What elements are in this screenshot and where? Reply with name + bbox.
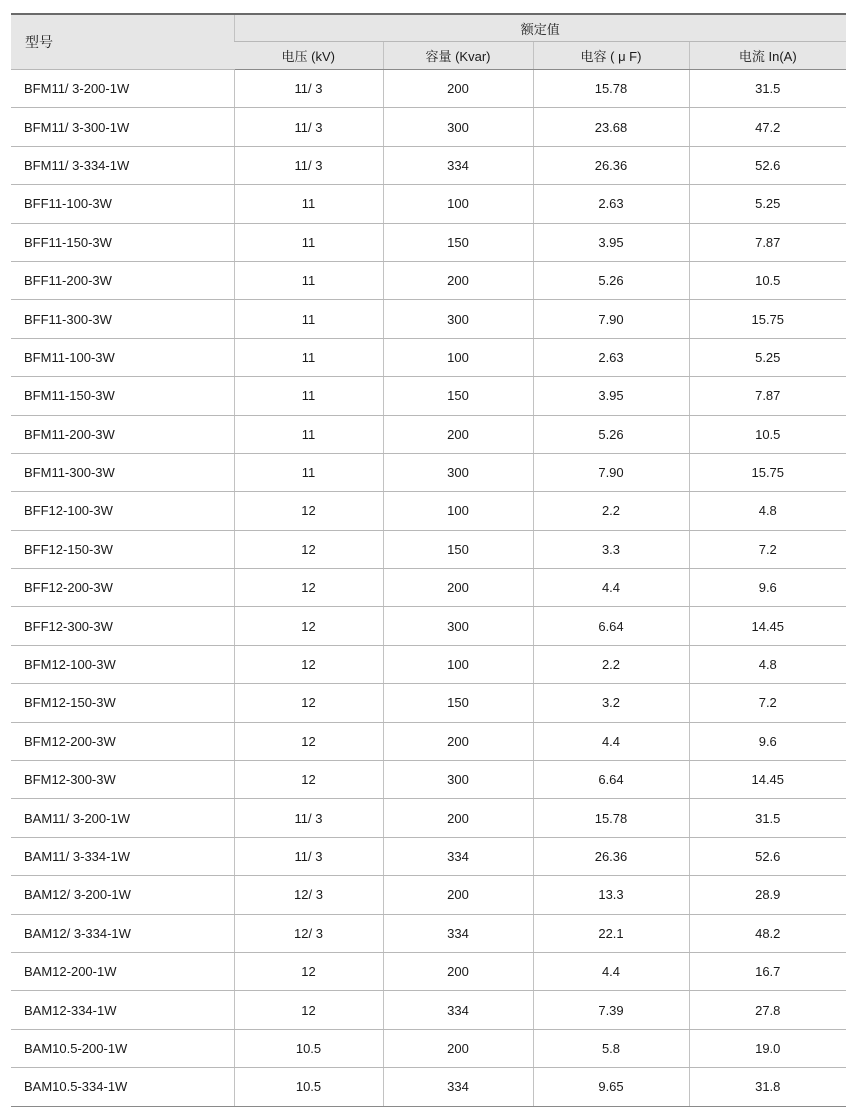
cell-capacitance: 6.64 bbox=[533, 607, 689, 645]
cell-current: 4.8 bbox=[689, 645, 846, 683]
cell-model: BFM12-100-3W bbox=[11, 645, 234, 683]
cell-voltage: 12 bbox=[234, 607, 383, 645]
cell-capacitance: 2.63 bbox=[533, 185, 689, 223]
cell-model: BFF11-300-3W bbox=[11, 300, 234, 338]
cell-capacitance: 4.4 bbox=[533, 952, 689, 990]
cell-capacity: 200 bbox=[383, 261, 533, 299]
cell-capacity: 334 bbox=[383, 914, 533, 952]
cell-capacity: 200 bbox=[383, 952, 533, 990]
cell-current: 7.87 bbox=[689, 223, 846, 261]
cell-model: BFF12-150-3W bbox=[11, 530, 234, 568]
cell-voltage: 11/ 3 bbox=[234, 108, 383, 146]
cell-capacitance: 26.36 bbox=[533, 837, 689, 875]
cell-voltage: 12/ 3 bbox=[234, 876, 383, 914]
cell-model: BAM11/ 3-200-1W bbox=[11, 799, 234, 837]
cell-model: BFM11/ 3-300-1W bbox=[11, 108, 234, 146]
cell-model: BFM11-200-3W bbox=[11, 415, 234, 453]
cell-capacity: 100 bbox=[383, 338, 533, 376]
cell-capacity: 334 bbox=[383, 146, 533, 184]
cell-current: 27.8 bbox=[689, 991, 846, 1029]
table-row bbox=[11, 261, 846, 299]
cell-model: BFF12-300-3W bbox=[11, 607, 234, 645]
cell-current: 7.87 bbox=[689, 377, 846, 415]
cell-voltage: 12/ 3 bbox=[234, 914, 383, 952]
table-row bbox=[11, 1068, 846, 1106]
cell-current: 7.2 bbox=[689, 530, 846, 568]
table-row bbox=[11, 70, 846, 108]
header-current: 电流 In(A) bbox=[689, 42, 846, 70]
header-voltage: 电压 (kV) bbox=[234, 42, 383, 70]
cell-model: BFF11-200-3W bbox=[11, 261, 234, 299]
table-row bbox=[11, 837, 846, 875]
cell-capacitance: 4.4 bbox=[533, 722, 689, 760]
cell-current: 48.2 bbox=[689, 914, 846, 952]
cell-current: 14.45 bbox=[689, 607, 846, 645]
cell-capacity: 150 bbox=[383, 684, 533, 722]
cell-model: BFM11-100-3W bbox=[11, 338, 234, 376]
cell-capacitance: 26.36 bbox=[533, 146, 689, 184]
cell-voltage: 11 bbox=[234, 338, 383, 376]
cell-model: BAM12/ 3-200-1W bbox=[11, 876, 234, 914]
cell-capacity: 300 bbox=[383, 761, 533, 799]
table-row bbox=[11, 530, 846, 568]
cell-current: 9.6 bbox=[689, 722, 846, 760]
cell-model: BAM12-200-1W bbox=[11, 952, 234, 990]
cell-current: 5.25 bbox=[689, 185, 846, 223]
cell-model: BFM11-150-3W bbox=[11, 377, 234, 415]
cell-capacity: 300 bbox=[383, 453, 533, 491]
table-row bbox=[11, 1029, 846, 1067]
table-row bbox=[11, 223, 846, 261]
cell-capacity: 300 bbox=[383, 300, 533, 338]
cell-capacity: 200 bbox=[383, 799, 533, 837]
cell-voltage: 10.5 bbox=[234, 1068, 383, 1106]
cell-voltage: 12 bbox=[234, 645, 383, 683]
cell-capacitance: 15.78 bbox=[533, 799, 689, 837]
cell-current: 15.75 bbox=[689, 453, 846, 491]
cell-voltage: 11 bbox=[234, 300, 383, 338]
cell-capacitance: 3.3 bbox=[533, 530, 689, 568]
cell-capacitance: 23.68 bbox=[533, 108, 689, 146]
table-row bbox=[11, 146, 846, 184]
cell-model: BFF11-100-3W bbox=[11, 185, 234, 223]
cell-current: 4.8 bbox=[689, 492, 846, 530]
cell-capacitance: 5.26 bbox=[533, 415, 689, 453]
cell-voltage: 12 bbox=[234, 530, 383, 568]
cell-voltage: 11 bbox=[234, 261, 383, 299]
table-row bbox=[11, 722, 846, 760]
cell-voltage: 11/ 3 bbox=[234, 146, 383, 184]
table-row bbox=[11, 914, 846, 952]
table-row bbox=[11, 453, 846, 491]
cell-current: 15.75 bbox=[689, 300, 846, 338]
cell-capacitance: 3.95 bbox=[533, 223, 689, 261]
cell-capacity: 200 bbox=[383, 1029, 533, 1067]
capacitor-spec-table bbox=[11, 13, 846, 1107]
cell-voltage: 12 bbox=[234, 761, 383, 799]
cell-voltage: 12 bbox=[234, 569, 383, 607]
table-row bbox=[11, 607, 846, 645]
cell-current: 9.6 bbox=[689, 569, 846, 607]
cell-current: 14.45 bbox=[689, 761, 846, 799]
header-model: 型号 bbox=[11, 14, 234, 70]
cell-voltage: 12 bbox=[234, 722, 383, 760]
cell-capacitance: 5.26 bbox=[533, 261, 689, 299]
cell-current: 5.25 bbox=[689, 338, 846, 376]
cell-voltage: 12 bbox=[234, 952, 383, 990]
cell-current: 47.2 bbox=[689, 108, 846, 146]
cell-capacitance: 7.39 bbox=[533, 991, 689, 1029]
header-rated-values: 额定值 bbox=[234, 14, 846, 42]
cell-model: BFM12-200-3W bbox=[11, 722, 234, 760]
cell-capacity: 300 bbox=[383, 108, 533, 146]
table-row bbox=[11, 415, 846, 453]
table-body bbox=[11, 70, 846, 1107]
cell-model: BAM12/ 3-334-1W bbox=[11, 914, 234, 952]
cell-capacitance: 15.78 bbox=[533, 70, 689, 108]
cell-model: BAM10.5-334-1W bbox=[11, 1068, 234, 1106]
cell-model: BFM11/ 3-334-1W bbox=[11, 146, 234, 184]
cell-voltage: 11 bbox=[234, 223, 383, 261]
table-row bbox=[11, 338, 846, 376]
table-row bbox=[11, 799, 846, 837]
cell-model: BFM12-300-3W bbox=[11, 761, 234, 799]
table-row bbox=[11, 991, 846, 1029]
cell-current: 16.7 bbox=[689, 952, 846, 990]
cell-voltage: 11 bbox=[234, 377, 383, 415]
cell-capacity: 300 bbox=[383, 607, 533, 645]
cell-model: BFM11-300-3W bbox=[11, 453, 234, 491]
cell-model: BAM12-334-1W bbox=[11, 991, 234, 1029]
table-row bbox=[11, 569, 846, 607]
cell-capacitance: 13.3 bbox=[533, 876, 689, 914]
cell-voltage: 12 bbox=[234, 684, 383, 722]
cell-voltage: 12 bbox=[234, 492, 383, 530]
cell-model: BFF11-150-3W bbox=[11, 223, 234, 261]
cell-capacity: 100 bbox=[383, 185, 533, 223]
cell-current: 10.5 bbox=[689, 261, 846, 299]
cell-current: 31.8 bbox=[689, 1068, 846, 1106]
cell-capacitance: 7.90 bbox=[533, 453, 689, 491]
cell-capacity: 334 bbox=[383, 1068, 533, 1106]
cell-model: BFM11/ 3-200-1W bbox=[11, 70, 234, 108]
cell-voltage: 11/ 3 bbox=[234, 837, 383, 875]
cell-capacitance: 2.2 bbox=[533, 492, 689, 530]
cell-voltage: 12 bbox=[234, 991, 383, 1029]
cell-current: 19.0 bbox=[689, 1029, 846, 1067]
cell-current: 10.5 bbox=[689, 415, 846, 453]
cell-capacitance: 3.2 bbox=[533, 684, 689, 722]
table-row bbox=[11, 185, 846, 223]
cell-capacitance: 6.64 bbox=[533, 761, 689, 799]
cell-capacity: 150 bbox=[383, 377, 533, 415]
cell-current: 7.2 bbox=[689, 684, 846, 722]
cell-voltage: 10.5 bbox=[234, 1029, 383, 1067]
cell-current: 31.5 bbox=[689, 799, 846, 837]
cell-model: BFM12-150-3W bbox=[11, 684, 234, 722]
cell-capacitance: 5.8 bbox=[533, 1029, 689, 1067]
header-capacity: 容量 (Kvar) bbox=[383, 42, 533, 70]
cell-capacity: 200 bbox=[383, 70, 533, 108]
cell-capacity: 334 bbox=[383, 837, 533, 875]
cell-capacity: 334 bbox=[383, 991, 533, 1029]
cell-model: BFF12-200-3W bbox=[11, 569, 234, 607]
cell-capacity: 200 bbox=[383, 722, 533, 760]
cell-model: BAM11/ 3-334-1W bbox=[11, 837, 234, 875]
cell-current: 52.6 bbox=[689, 837, 846, 875]
cell-capacitance: 7.90 bbox=[533, 300, 689, 338]
table-row bbox=[11, 684, 846, 722]
cell-capacity: 150 bbox=[383, 223, 533, 261]
cell-voltage: 11 bbox=[234, 185, 383, 223]
cell-capacitance: 4.4 bbox=[533, 569, 689, 607]
cell-current: 52.6 bbox=[689, 146, 846, 184]
cell-capacity: 200 bbox=[383, 415, 533, 453]
cell-model: BFF12-100-3W bbox=[11, 492, 234, 530]
cell-capacitance: 9.65 bbox=[533, 1068, 689, 1106]
cell-capacity: 100 bbox=[383, 492, 533, 530]
cell-capacity: 200 bbox=[383, 876, 533, 914]
table-row bbox=[11, 761, 846, 799]
table-row bbox=[11, 377, 846, 415]
header-capacitance: 电容 ( μ F) bbox=[533, 42, 689, 70]
table-row bbox=[11, 645, 846, 683]
cell-current: 31.5 bbox=[689, 70, 846, 108]
table-header bbox=[11, 14, 846, 70]
cell-capacitance: 3.95 bbox=[533, 377, 689, 415]
cell-capacitance: 2.2 bbox=[533, 645, 689, 683]
cell-voltage: 11 bbox=[234, 415, 383, 453]
cell-capacitance: 2.63 bbox=[533, 338, 689, 376]
cell-capacity: 150 bbox=[383, 530, 533, 568]
header-row-top bbox=[11, 14, 846, 42]
cell-model: BAM10.5-200-1W bbox=[11, 1029, 234, 1067]
cell-voltage: 11/ 3 bbox=[234, 70, 383, 108]
cell-capacitance: 22.1 bbox=[533, 914, 689, 952]
cell-capacity: 200 bbox=[383, 569, 533, 607]
cell-voltage: 11 bbox=[234, 453, 383, 491]
table-row bbox=[11, 952, 846, 990]
table-row bbox=[11, 492, 846, 530]
cell-voltage: 11/ 3 bbox=[234, 799, 383, 837]
table-row bbox=[11, 876, 846, 914]
cell-capacity: 100 bbox=[383, 645, 533, 683]
table-row bbox=[11, 108, 846, 146]
cell-current: 28.9 bbox=[689, 876, 846, 914]
table-row bbox=[11, 300, 846, 338]
